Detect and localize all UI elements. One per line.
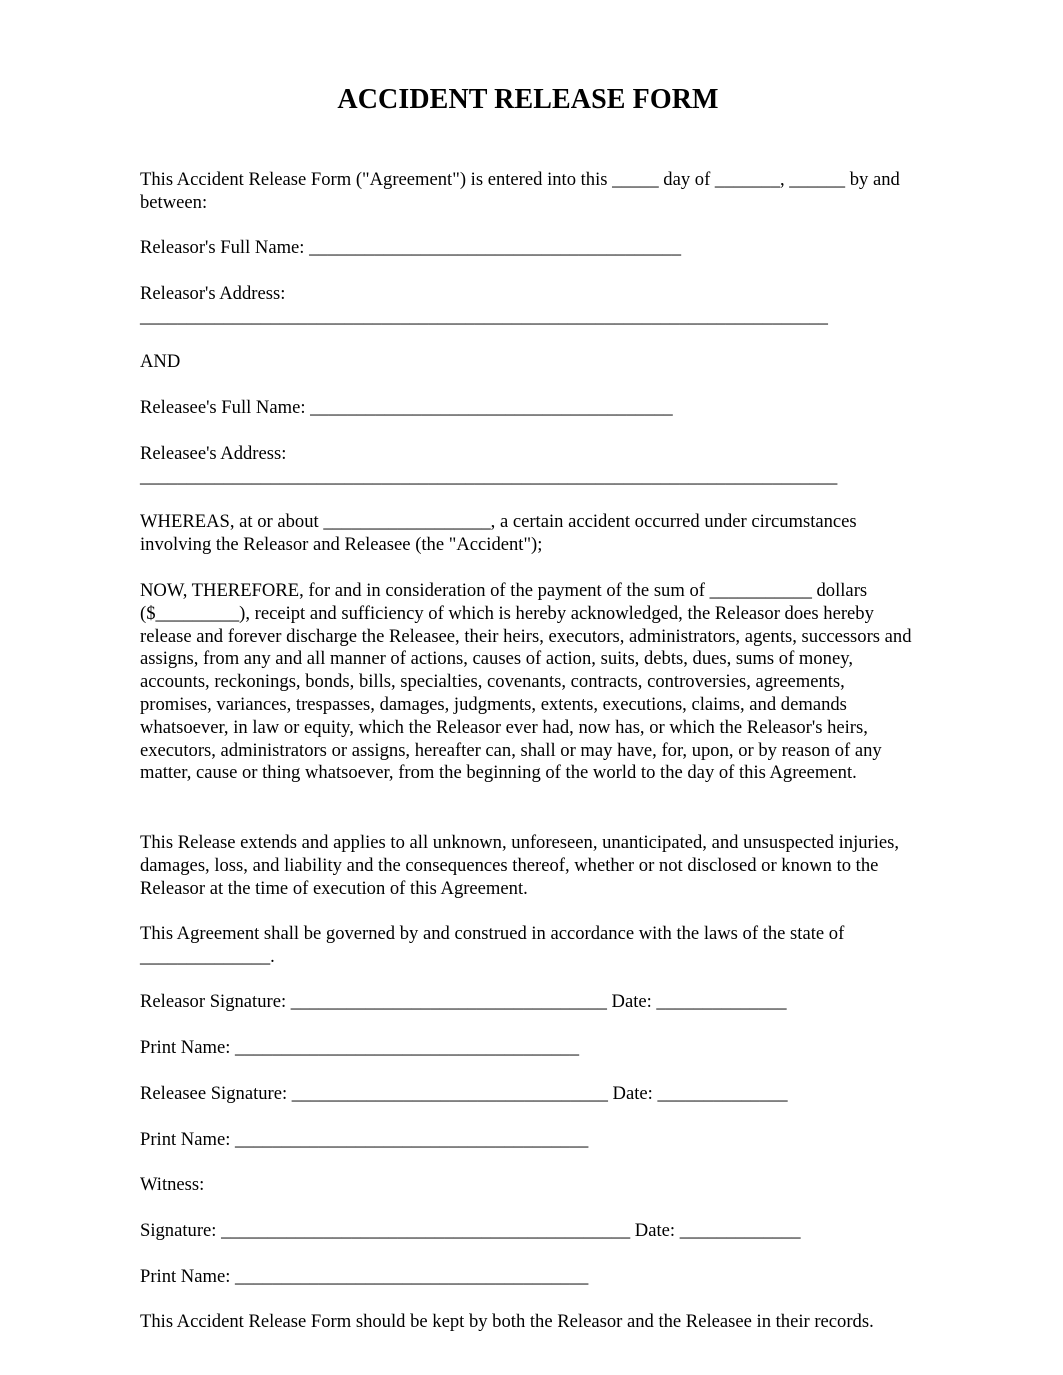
releasor-address-label: Releasor's Address: [140,283,286,304]
and-label: AND [140,351,181,372]
governing-law-paragraph: This Agreement shall be governed by and construed in accordance with the laws of the state of ______________. [140,923,849,967]
witness-label: Witness: [140,1174,205,1195]
releasee-address-field: ___________________________________________________________________________ [140,466,838,487]
releasee-print-name-field: Print Name: ______________________________________ [140,1129,589,1150]
releasor-print-name-field: Print Name: _____________________________________ [140,1037,580,1058]
extends-paragraph: This Release extends and applies to all unknown, unforeseen, unanticipated, and unsuspected injuries, damages, loss, and liability and the consequences thereof, whether or not disclosed or known to the Releasor at the time of execution of this Agreement. [140,832,904,899]
whereas-paragraph: WHEREAS, at or about __________________, a certain accident occurred under circumstances involving the Releasor and Releasee (the "Accident"); [140,511,862,555]
releasee-signature-field: Releasee Signature: __________________________________ Date: ______________ [140,1083,788,1104]
releasor-signature-field: Releasor Signature: __________________________________ Date: ______________ [140,991,787,1012]
witness-signature-field: Signature: ____________________________________________ Date: _____________ [140,1220,801,1241]
releasor-name-field: Releasor's Full Name: ________________________________________ [140,237,681,258]
releasee-name-field: Releasee's Full Name: _______________________________________ [140,397,673,418]
footer-note: This Accident Release Form should be kept by both the Releasor and the Releasee in their records. [140,1311,874,1332]
witness-print-name-field: Print Name: ______________________________________ [140,1266,589,1287]
intro-paragraph: This Accident Release Form ("Agreement") is entered into this _____ day of _______, ______ by and between: [140,169,905,213]
now-therefore-paragraph: NOW, THEREFORE, for and in consideration of the payment of the sum of ___________ dollars ($_________), receipt and sufficiency of which is hereby acknowledged, the Releasor does hereby release and forever discharge the Releasee, their heirs, executors, administrators, agents, successors and assigns, from any and all manner of actions, causes of action, suits, debts, dues, sums of money, accounts, reckonings, bonds, bills, specialties, covenants, contracts, controversies, agreements, promises, variances, trespasses, damages, judgments, extents, executions, claims, and demands whatsoever, in law or equity, which the Releasor ever had, now has, or which the Releasor's heirs, executors, administrators or assigns, hereafter can, shall or may have, for, upon, or by reason of any matter, cause or thing whatsoever, from the beginning of the world to the day of this Agreement. [140,580,917,784]
releasor-address-field: __________________________________________________________________________ [140,306,828,327]
document-title: ACCIDENT RELEASE FORM [337,84,719,115]
releasee-address-label: Releasee's Address: [140,443,287,464]
